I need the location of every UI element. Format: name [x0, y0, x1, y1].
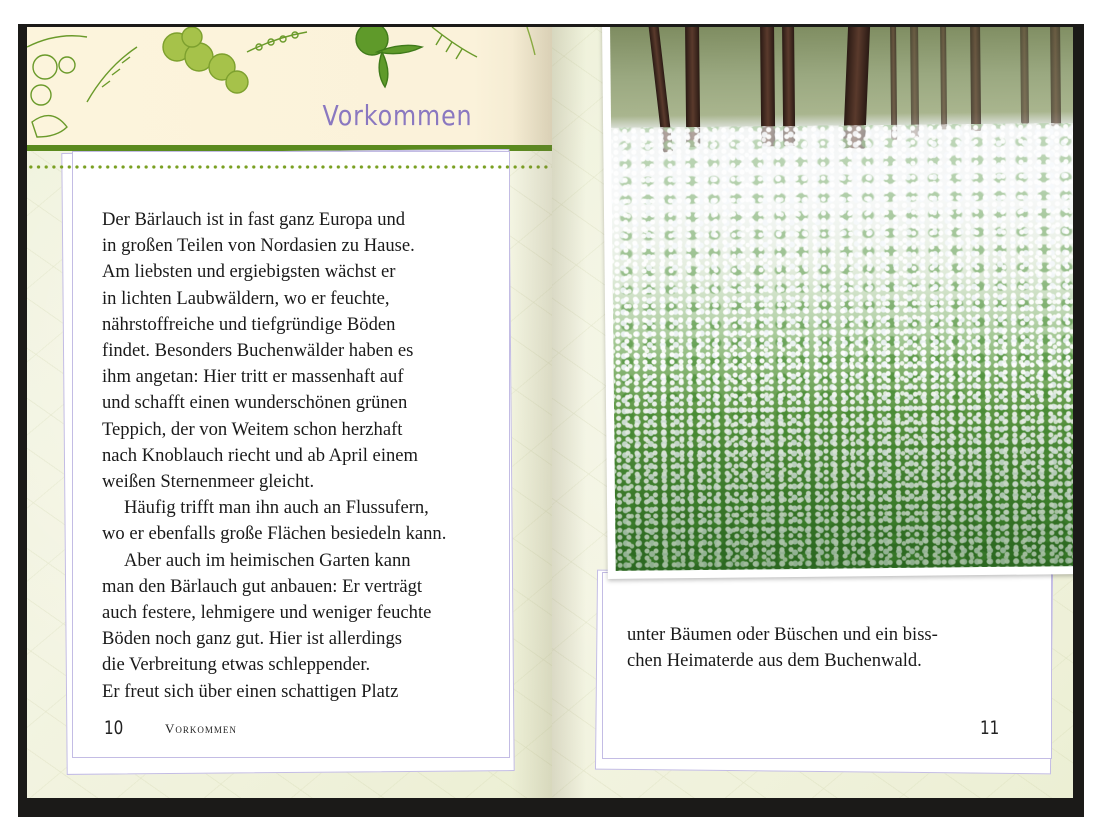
- gutter-shadow-right: [552, 27, 586, 798]
- paragraph-1: [102, 207, 482, 495]
- left-page: [27, 27, 552, 798]
- text-line: man den Bärlauch gut anbauen: Er verträgt: [102, 575, 423, 597]
- tree-trunk: [910, 27, 919, 138]
- paragraph-2: [102, 495, 482, 547]
- text-line: Er freut sich über einen schattigen Platz: [102, 680, 399, 702]
- tree-trunk: [970, 27, 981, 131]
- text-line: Böden noch ganz gut. Hier ist allerdings: [102, 628, 403, 650]
- text-line: wo er ebenfalls große Flächen besiedeln kann.: [102, 523, 447, 545]
- paragraph-3: [102, 548, 482, 705]
- tree-trunk: [1020, 27, 1029, 124]
- text-line: in lichten Laubwäldern, wo er feuchte,: [102, 287, 390, 309]
- text-line: Am liebsten und ergiebigsten wächst er: [102, 261, 396, 283]
- text-line: und schafft einen wunderschönen grünen: [102, 392, 408, 414]
- right-page: [552, 27, 1073, 798]
- body-text: [102, 207, 482, 705]
- page-number-left: 10: [104, 717, 124, 739]
- dotted-divider: [27, 165, 552, 169]
- book-spread: [27, 27, 1073, 798]
- text-line: in großen Teilen von Nordasien zu Hause.: [102, 235, 415, 257]
- tree-trunk: [940, 27, 947, 129]
- flower-shading: [611, 123, 1073, 571]
- text-line: Teppich, der von Weitem schon herzhaft: [102, 418, 403, 440]
- text-line: Häufig trifft man ihn auch an Flussufern,: [124, 497, 429, 519]
- text-line: die Verbreitung etwas schleppender.: [102, 654, 371, 676]
- text-line: weißen Sternenmeer gleicht.: [102, 471, 315, 493]
- text-line: Der Bärlauch ist in fast ganz Europa und: [102, 209, 406, 230]
- body-text-continued: [627, 622, 1027, 674]
- text-line: auch festere, lehmigere und weniger feuchte: [102, 602, 432, 624]
- text-line: findet. Besonders Buchenwälder haben es: [102, 340, 414, 362]
- text-line: nach Knoblauch riecht und ab April einem: [102, 444, 418, 466]
- chapter-title: Vorkommen: [321, 99, 472, 132]
- herb-illustration-icon: [27, 27, 552, 147]
- text-line: nährstoffreiche und tiefgründige Böden: [102, 313, 396, 335]
- tree-trunk: [890, 27, 897, 140]
- gutter-shadow-left: [512, 27, 552, 798]
- running-head: Vorkommen: [165, 721, 237, 736]
- text-line: Aber auch im heimischen Garten kann: [124, 549, 411, 571]
- text-line: ihm angetan: Hier tritt er massenhaft auf: [102, 366, 404, 388]
- forest-wild-garlic-photo: [610, 27, 1073, 571]
- text-line: chen Heimaterde aus dem Buchenwald.: [627, 650, 922, 672]
- text-line: unter Bäumen oder Büschen und ein biss-: [627, 624, 938, 645]
- photo-frame: [602, 27, 1073, 579]
- page-number-right: 11: [980, 717, 1000, 739]
- tree-trunk: [1050, 27, 1061, 126]
